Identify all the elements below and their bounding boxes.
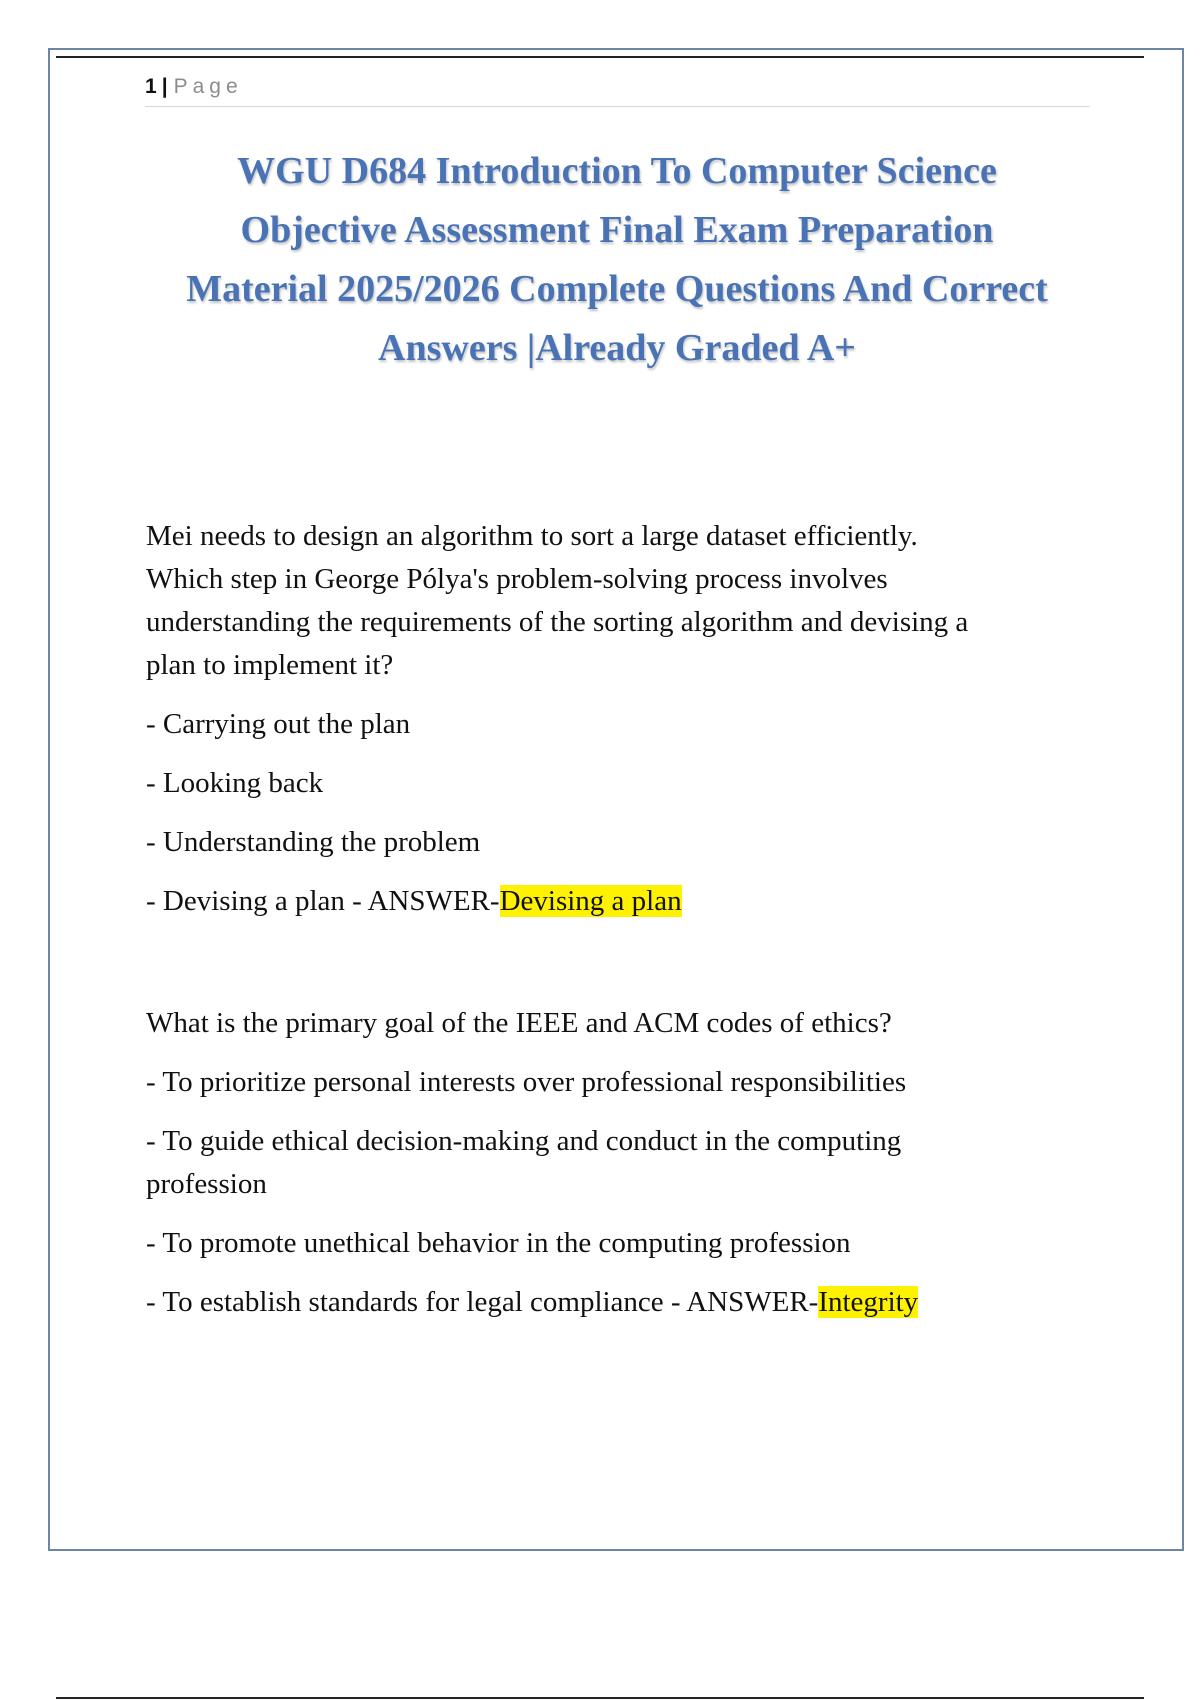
- page-separator: |: [161, 75, 168, 98]
- highlighted-answer: Integrity: [818, 1286, 919, 1318]
- title-line: Answers |Already Graded A+: [378, 327, 856, 369]
- answer-option: - To promote unethical behavior in the computing profession: [146, 1227, 851, 1259]
- bottom-rule: [56, 1697, 1144, 1699]
- option-line: profession: [146, 1168, 267, 1200]
- title-line: WGU D684 Introduction To Computer Science: [237, 150, 997, 192]
- title-line: Material 2025/2026 Complete Questions And Correct: [186, 268, 1048, 310]
- title-line: Objective Assessment Final Exam Preparation: [240, 209, 994, 251]
- question-text: [146, 515, 1096, 687]
- option-prefix: - To establish standards for legal compliance - ANSWER-: [146, 1286, 819, 1318]
- question-line: Which step in George Pólya's problem-solving process involves: [146, 563, 888, 595]
- question-block-1: [146, 515, 1096, 923]
- answer-option: - To prioritize personal interests over professional responsibilities: [146, 1066, 907, 1098]
- answer-option: [146, 880, 1096, 923]
- option-prefix: - Devising a plan - ANSWER-: [146, 885, 500, 917]
- document-title: [130, 142, 1104, 378]
- answer-option: - Carrying out the plan: [146, 708, 411, 740]
- question-block-2: [146, 1002, 1096, 1324]
- page-word: Page: [173, 75, 243, 98]
- question-line: understanding the requirements of the sorting algorithm and devising a: [146, 606, 969, 638]
- page-header: [145, 74, 1090, 107]
- option-line: - To guide ethical decision-making and conduct in the computing: [146, 1125, 902, 1157]
- question-text: [146, 1002, 1096, 1045]
- page-number: 1: [145, 75, 157, 98]
- answer-option: - Understanding the problem: [146, 826, 481, 858]
- answer-option: [146, 1281, 1096, 1324]
- question-line: plan to implement it?: [146, 649, 394, 681]
- answer-option: [146, 1120, 1096, 1206]
- question-line: What is the primary goal of the IEEE and ACM codes of ethics?: [146, 1007, 892, 1039]
- answer-option: - Looking back: [146, 767, 324, 799]
- highlighted-answer: Devising a plan: [499, 885, 682, 917]
- question-line: Mei needs to design an algorithm to sort a large dataset efficiently.: [146, 520, 918, 552]
